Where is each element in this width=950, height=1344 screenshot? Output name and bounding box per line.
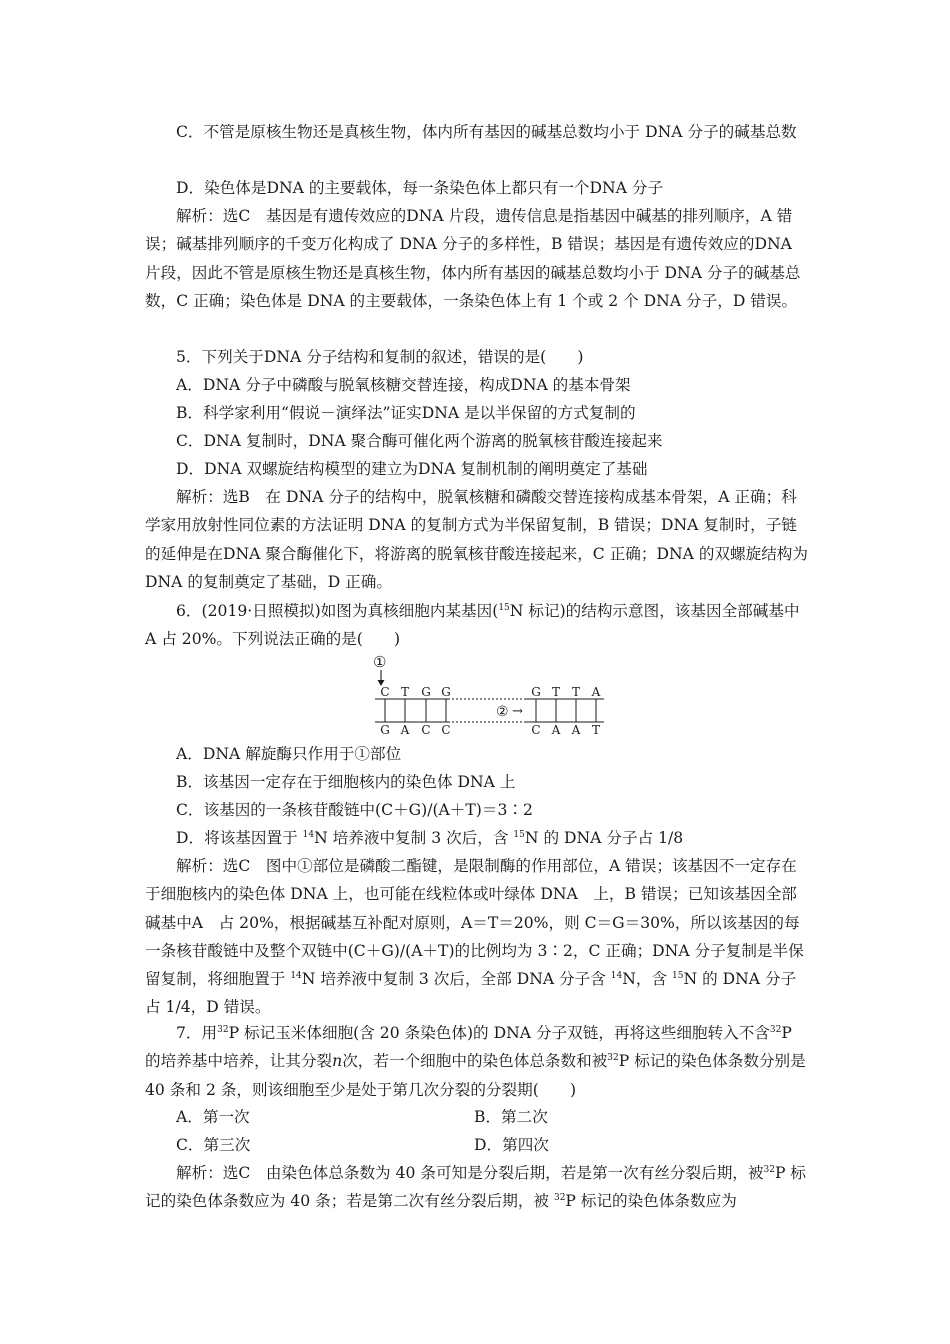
dna-structure-figure: [372, 650, 607, 738]
q6-option-c: C．该基因的一条核苷酸链中(C＋G)/(A＋T)＝3∶2: [176, 801, 533, 819]
bottom-right-base-3: A: [571, 723, 581, 737]
q5-stem: 5．下列关于DNA 分子结构和复制的叙述，错误的是( ): [176, 348, 584, 366]
bottom-left-base-2: A: [400, 723, 410, 737]
q5-option-a: A．DNA 分子中磷酸与脱氧核糖交替连接，构成DNA 的基本骨架: [176, 376, 631, 394]
q6-stem: 6．(2019·日照模拟)如图为真核细胞内某基因($^{15}$N 标记)的结构示意图，该基因全部碱基中A 占 20%。下列说法正确的是( ): [145, 602, 800, 649]
top-right-base-2: T: [551, 685, 561, 699]
bottom-left-base-3: C: [421, 723, 431, 737]
top-right-base-1: G: [531, 685, 541, 699]
q5-option-c: C．DNA 复制时，DNA 聚合酶可催化两个游离的脱氧核苷酸连接起来: [176, 432, 663, 450]
q4-analysis: 解析：选C 基因是有遗传效应的DNA 片段，遗传信息是指基因中碱基的排列顺序，A 错误；碱基排列顺序的千变万化构成了 DNA 分子的多样性，B 错误；基因是有遗传效应的DNA 片段，因此不管是原核生物还是真核生物，体内所有基因的碱基总数均小于 DNA 分子的碱基总数，C 正确；染色体是 DNA 的主要载体，一条染色体上有 1 个或 2 个 DNA 分子，D 错误。: [145, 207, 801, 310]
bottom-right-base-1: C: [531, 723, 541, 737]
bottom-right-base-2: A: [551, 723, 561, 737]
site-1-label: ①: [373, 653, 387, 671]
q5-analysis: 解析：选B 在 DNA 分子的结构中，脱氧核糖和磷酸交替连接构成基本骨架，A 正确；科学家用放射性同位素的方法证明 DNA 的复制方式为半保留复制，B 错误；DNA 复制时，子链的延伸是在DNA 聚合酶催化下，将游离的脱氧核苷酸连接起来，C 正确；DNA 的双螺旋结构为DNA 的复制奠定了基础，D 正确。: [145, 488, 808, 591]
q7-option-a: A．第一次: [176, 1108, 250, 1126]
q5-option-d: D．DNA 双螺旋结构模型的建立为DNA 复制机制的阐明奠定了基础: [176, 460, 648, 478]
q7-option-d: D．第四次: [474, 1136, 549, 1154]
top-right-base-4: A: [591, 685, 601, 699]
top-left-base-4: G: [441, 685, 451, 699]
bottom-right-base-4: T: [591, 723, 601, 737]
q5-option-b: B．科学家利用“假说－演绎法”证实DNA 是以半保留的方式复制的: [176, 404, 636, 422]
top-left-base-1: C: [380, 685, 390, 699]
q7-analysis: 解析：选C 由染色体总条数为 40 条可知是分裂后期，若是第一次有丝分裂后期，被$^{32}$P 标记的染色体条数应为 40 条；若是第二次有丝分裂后期，被 $^{32}$P 标记的染色体条数应为: [145, 1164, 806, 1211]
q6-option-d: D．将该基因置于 $^{14}$N 培养液中复制 3 次后，含 $^{15}$N 的 DNA 分子占 1/8: [176, 829, 684, 847]
q6-analysis: 解析：选C 图中①部位是磷酸二酯键，是限制酶的作用部位，A 错误；该基因不一定存在于细胞核内的染色体 DNA 上，也可能在线粒体或叶绿体 DNA 上，B 错误；已知该基因全部碱基中A 占 20%，根据碱基互补配对原则，A＝T＝20%，则 C＝G＝30%，所以该基因的每一条核苷酸链中及整个双链中(C＋G)/(A＋T)的比例均为 3∶2，C 正确；DNA 分子复制是半保留复制，将细胞置于 $^{14}$N 培养液中复制 3 次后，全部 DNA 分子含 $^{14}$N，含 $^{15}$N 的 DNA 分子占 1/4，D 错误。: [145, 857, 804, 1017]
top-left-base-3: G: [421, 685, 431, 699]
bottom-left-base-4: C: [441, 723, 451, 737]
q4-option-c: C．不管是原核生物还是真核生物，体内所有基因的碱基总数均小于 DNA 分子的碱基总数: [176, 123, 797, 141]
top-left-base-2: T: [400, 685, 410, 699]
q6-option-b: B．该基因一定存在于细胞核内的染色体 DNA 上: [176, 773, 516, 791]
q4-option-d: D．染色体是DNA 的主要载体，每一条染色体上都只有一个DNA 分子: [176, 179, 664, 197]
top-right-base-3: T: [571, 685, 581, 699]
q7-option-b: B．第二次: [474, 1108, 548, 1126]
q7-option-c: C．第三次: [176, 1136, 251, 1154]
site-2-arrow: →: [512, 704, 523, 719]
q7-stem: 7．用$^{32}$P 标记玉米体细胞(含 20 条染色体)的 DNA 分子双链，再将这些细胞转入不含$^{32}$P 的培养基中培养，让其分裂n次，若一个细胞中的染色体总条数和被$^{32}$P 标记的染色体条数分别是 40 条和 2 条，则该细胞至少是处于第几次分裂的分裂期( ): [145, 1024, 806, 1099]
bottom-left-base-1: G: [380, 723, 390, 737]
site-2-label: ②: [496, 704, 509, 720]
q6-option-a: A．DNA 解旋酶只作用于①部位: [176, 745, 402, 763]
